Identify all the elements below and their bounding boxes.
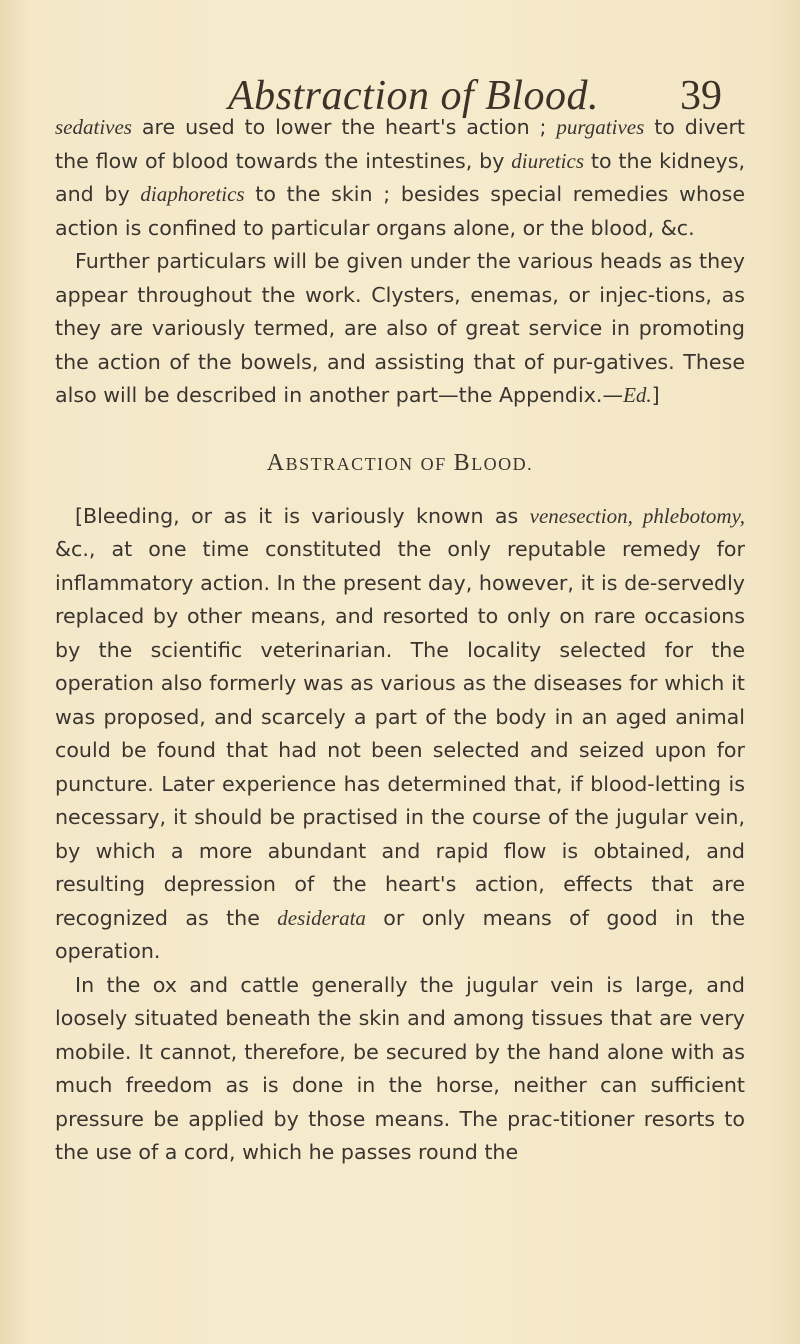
- section-heading: [55, 446, 745, 481]
- heading-initial: B: [453, 449, 472, 476]
- italic-term: venesection, phlebotomy,: [529, 503, 746, 528]
- page-number: 39: [680, 73, 722, 119]
- text-run: to the kidneys, and by: [55, 148, 746, 206]
- paragraph-3: [55, 500, 745, 969]
- text-run: or only means of good in the operation.: [55, 905, 745, 963]
- italic-term: desiderata: [277, 905, 366, 930]
- italic-term: diuretics: [511, 148, 584, 173]
- italic-term: purgatives: [556, 115, 645, 139]
- heading-initial: A: [266, 449, 286, 476]
- text-run: to the skin ; besides special remedies whose action is confined to particular organs alone, or the blood, &c.: [55, 182, 745, 240]
- text-run: are used to lower the heart's action ;: [131, 115, 557, 139]
- heading-word: OF: [420, 453, 447, 474]
- heading-word: BSTRACTION: [285, 453, 414, 474]
- page-body: [55, 111, 745, 1170]
- text-run: ]: [651, 383, 660, 407]
- running-title: Abstraction of Blood.: [228, 73, 599, 119]
- text-run: In the ox and cattle generally the jugular vein is large, and loosely situated beneath the skin and among tissues that are very mobile. It cannot, therefore, be secured by the hand alone with as much freedom as is done in the horse, neither can sufficient pressure be applied by those means. The prac-titioner resorts to the use of a cord, which he passes round the: [55, 972, 745, 1164]
- text-run: to divert the flow of blood towards the intestines, by: [55, 115, 745, 173]
- paragraph-4: [55, 969, 745, 1170]
- paragraph-1: [55, 111, 745, 245]
- text-run: [Bleeding, or as it is variously known as: [75, 503, 530, 528]
- editor-signature: Ed.: [623, 383, 652, 407]
- text-run: Further particulars will be given under the various heads as they appear throughout the work. Clysters, enemas, or injec-tions, as they are variously termed, are also of great service in promoting the action of the bowels, and assisting that of pur-gatives. These also will be described in another part—the Appendix.—: [55, 249, 745, 407]
- italic-term: sedatives: [55, 115, 132, 139]
- heading-word: LOOD.: [471, 453, 534, 474]
- text-run: &c., at one time constituted the only reputable remedy for inflammatory action. In the present day, however, it is de-servedly replaced by other means, and resorted to only on rare occasions by the scientific veterinarian. The locality selected for the operation also formerly was as various as the diseases for which it was proposed, and scarcely a part of the body in an aged animal could be found that had not been selected and seized upon for puncture. Later experience has determined that, if blood-letting is necessary, it should be practised in the course of the jugular vein, by which a more abundant and rapid flow is obtained, and resulting depression of the heart's action, effects that are recognized as the: [55, 537, 745, 930]
- paragraph-2: [55, 245, 745, 413]
- italic-term: diaphoretics: [140, 182, 245, 206]
